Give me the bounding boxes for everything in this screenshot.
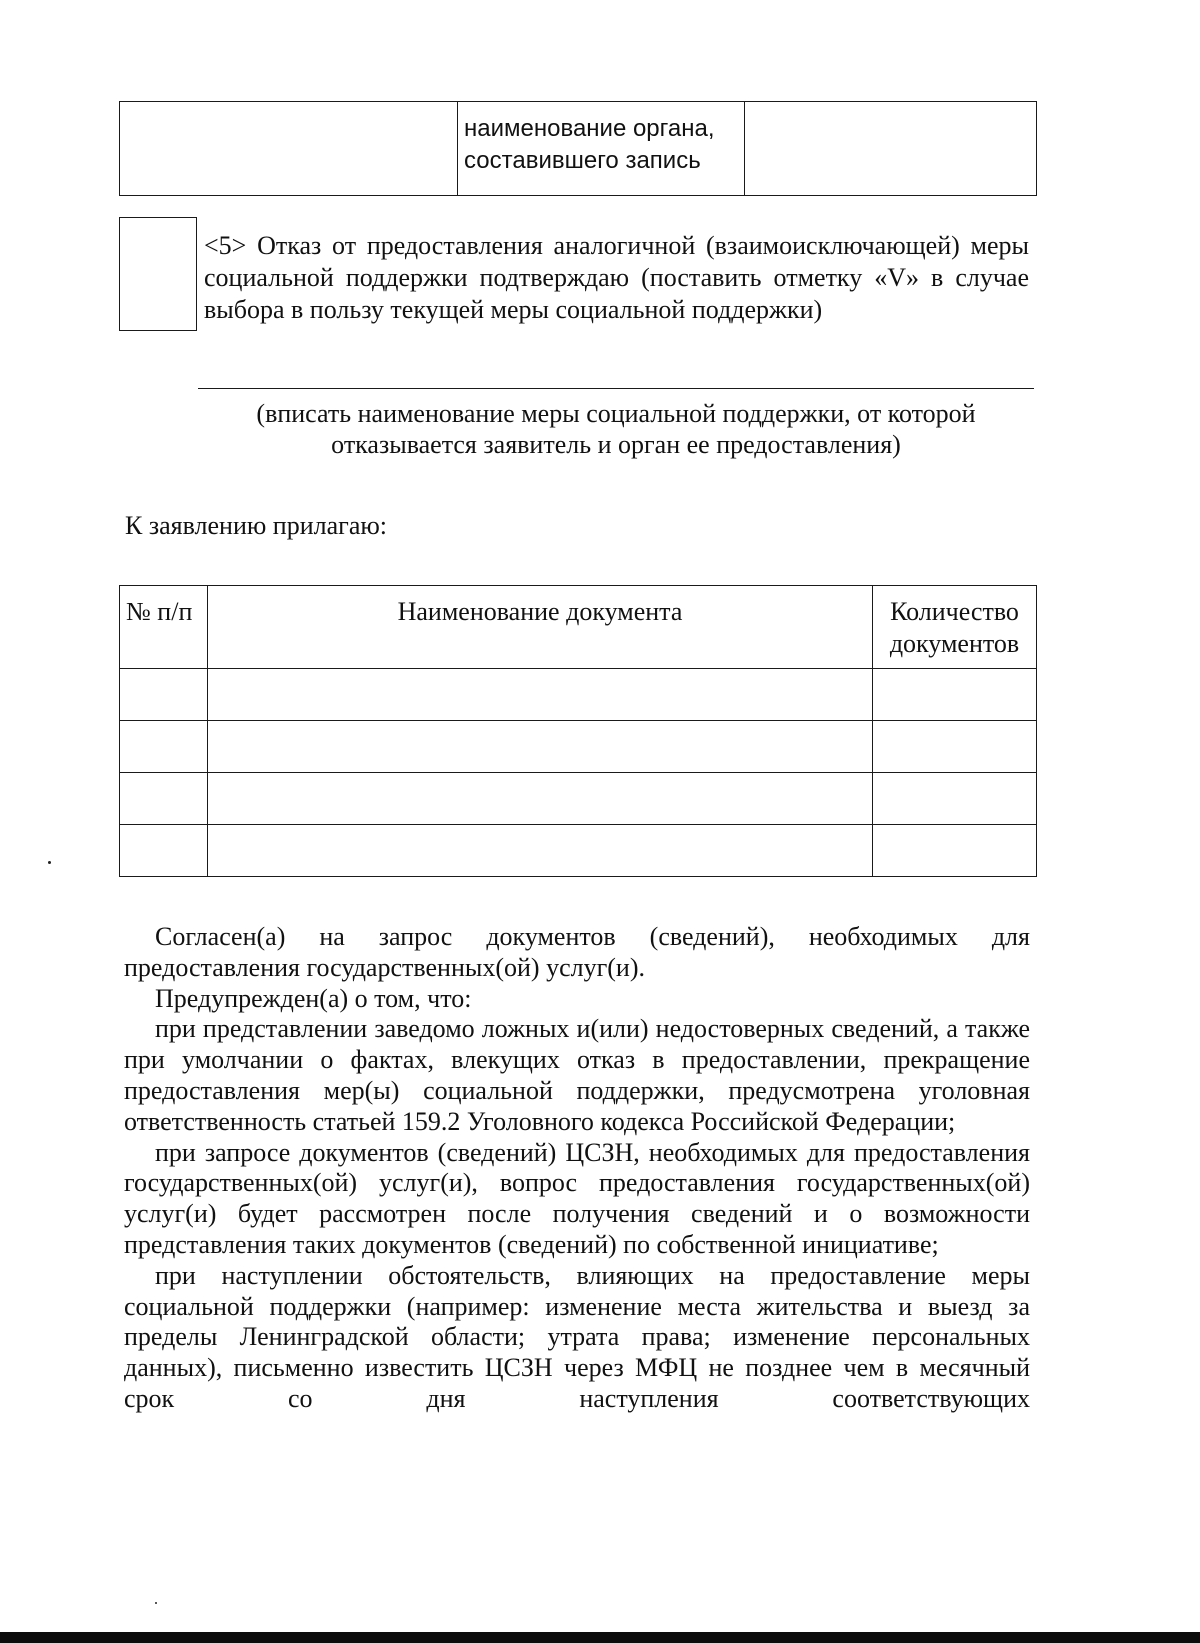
fill-line-caption-line: отказывается заявитель и орган ее предоставления)	[331, 430, 901, 459]
cell-number[interactable]	[120, 721, 208, 773]
cell-quantity[interactable]	[873, 669, 1037, 721]
measure-name-fill-line[interactable]	[198, 388, 1034, 389]
scan-speck	[155, 1602, 157, 1604]
consent-and-warnings-text	[124, 922, 1030, 1415]
warning-false-info-paragraph: при представлении заведомо ложных и(или) недостоверных сведений, а также при умолчании о фактах, влекущих отказ в предоставлении, прекращение предоставления мер(ы) социальной поддержки, предусмотрена уголовная ответственность статьей 159.2 Уголовного кодекса Российской Федерации;	[124, 1014, 1030, 1136]
cell-quantity[interactable]	[873, 773, 1037, 825]
cell-document-name[interactable]	[208, 825, 873, 877]
cell-number[interactable]	[120, 773, 208, 825]
table-row	[120, 721, 1037, 773]
table-row	[120, 825, 1037, 877]
record-cell-blank-left	[120, 102, 458, 196]
cell-document-name[interactable]	[208, 721, 873, 773]
column-header-number: № п/п	[120, 586, 208, 669]
table-row	[120, 773, 1037, 825]
cell-document-name[interactable]	[208, 669, 873, 721]
cell-document-name[interactable]	[208, 773, 873, 825]
scan-speck	[48, 861, 51, 864]
warning-intro-paragraph: Предупрежден(а) о том, что:	[155, 983, 472, 1013]
fill-line-caption-line: (вписать наименование меры социальной поддержки, от которой	[256, 399, 976, 428]
table-row	[120, 102, 1037, 196]
scan-edge-bar	[0, 1632, 1200, 1643]
refusal-confirm-text: <5> Отказ от предоставления аналогичной (взаимоисключающей) меры социальной поддержки подтверждаю (поставить отметку «V» в случае выбора в пользу текущей меры социальной поддержки)	[204, 231, 1029, 324]
record-cell-blank-right	[745, 102, 1037, 196]
attachments-table	[119, 585, 1037, 877]
record-table	[119, 101, 1037, 196]
fill-line-caption	[198, 398, 1034, 460]
table-row	[120, 669, 1037, 721]
warning-document-request-paragraph: при запросе документов (сведений) ЦСЗН, необходимых для предоставления государственных(ой) услуг(и), вопрос предоставления государственных(ой) услуг(и) будет рассмотрен после получения сведений и о возможности представления таких документов (сведений) по собственной инициативе;	[124, 1137, 1030, 1259]
record-cell-authority-label: наименование органа, составившего запись	[458, 102, 745, 196]
cell-number[interactable]	[120, 825, 208, 877]
cell-quantity[interactable]	[873, 721, 1037, 773]
column-header-quantity	[873, 586, 1037, 669]
warning-notify-paragraph: при наступлении обстоятельств, влияющих на предоставление меры социальной поддержки (например: изменение места жительства и выезд за пределы Ленинградской области; утрата права; изменение персональных данных), письменно известить ЦСЗН через МФЦ не позднее чем в месячный срок со дня наступления соответствующих	[124, 1260, 1030, 1413]
cell-number[interactable]	[120, 669, 208, 721]
column-header-quantity-line: документов	[889, 629, 1020, 658]
refusal-confirm-checkbox[interactable]	[119, 217, 197, 331]
column-header-document-name: Наименование документа	[208, 586, 873, 669]
column-header-quantity-line: Количество	[890, 597, 1019, 626]
attachments-heading: К заявлению прилагаю:	[125, 511, 388, 540]
table-header-row	[120, 586, 1037, 669]
consent-paragraph: Согласен(а) на запрос документов (сведений), необходимых для предоставления государственных(ой) услуг(и).	[124, 922, 1030, 982]
cell-quantity[interactable]	[873, 825, 1037, 877]
